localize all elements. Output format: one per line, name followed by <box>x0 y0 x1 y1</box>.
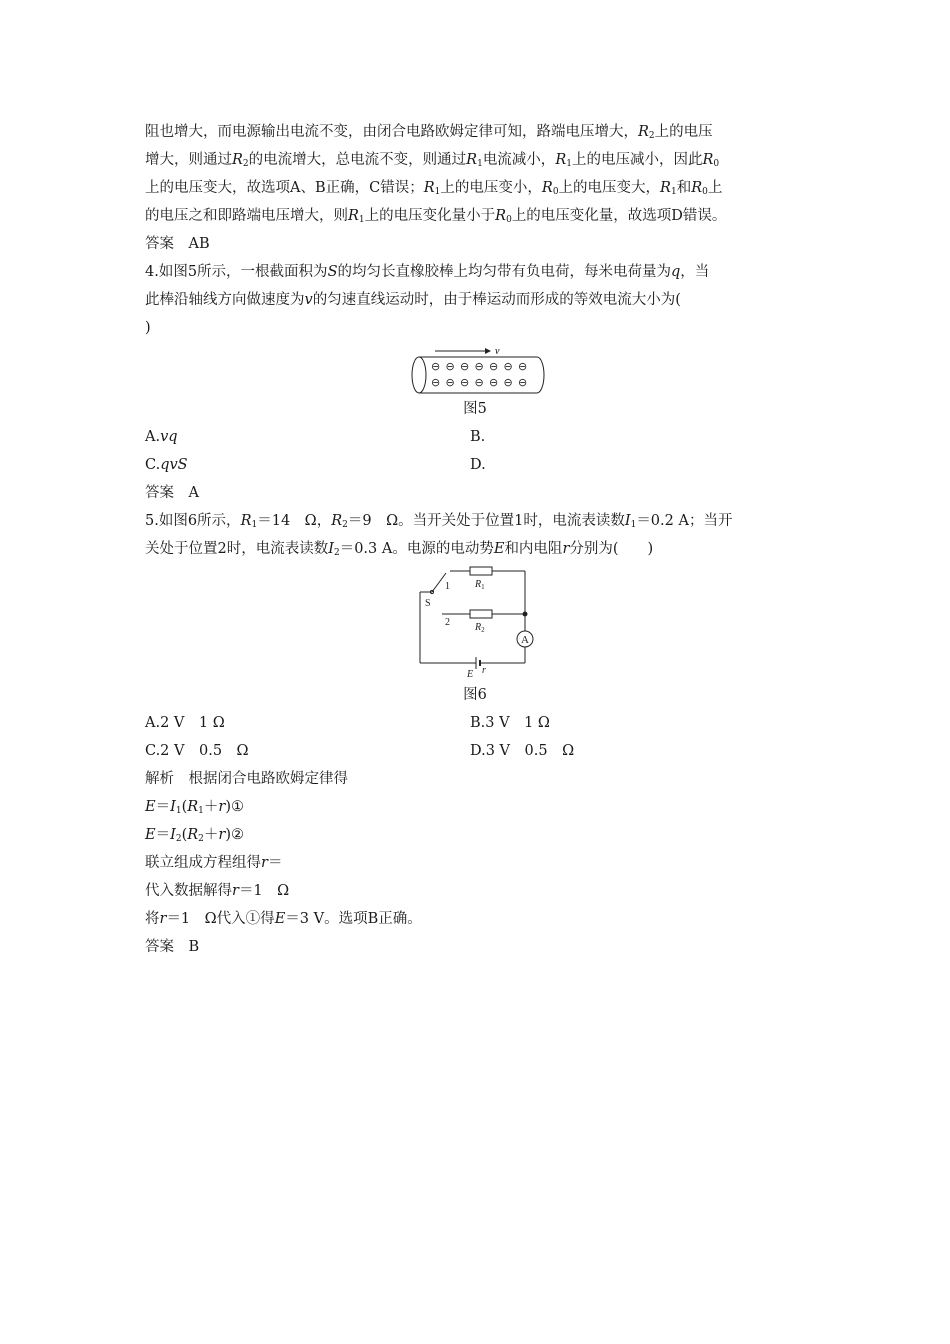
q5-line1: 5.如图6所示，$R_1=14$ Ω，$R_2=9$ Ω。当开关处于位置1时，电流表读数$I_1=0.2$ A；当开 <box>145 513 733 530</box>
negative-charge: ⊖ <box>518 360 528 373</box>
para1-line3: 上的电压变大，故选项A、B正确，C错误；$R_1$上的电压变小，$R_0$上的电压变大，$R_1$和$R_0$上 <box>145 180 723 197</box>
figure-5-caption: 图5 <box>463 401 487 417</box>
para1-line2: 增大，则通过$R_2$的电流增大，总电流不变，则通过$R_1$电流减小，$R_1$上的电压减小，因此$R_0$ <box>145 152 720 169</box>
q4-line2: 此棒沿轴线方向做速度为v的匀速直线运动时，由于棒运动而形成的等效电流大小为( <box>145 292 681 308</box>
switch-label: S <box>425 598 431 609</box>
para1-line1: 阻也增大，而电源输出电流不变，由闭合电路欧姆定律可知，路端电压增大，$R_2$上的电压 <box>145 124 713 141</box>
negative-charge: ⊖ <box>431 376 441 389</box>
figure-5-rod <box>405 342 550 394</box>
negative-charge: ⊖ <box>489 360 499 373</box>
q5-answer: 答案 B <box>145 939 200 955</box>
negative-charge: ⊖ <box>460 376 470 389</box>
resistor-r1 <box>470 567 492 575</box>
switch-pos-2: 2 <box>445 617 450 628</box>
q4-answer: 答案 A <box>145 485 199 501</box>
q5-option-c: C.2 V 0.5 Ω <box>145 743 249 759</box>
q4-line1: 4.如图5所示，一根截面积为S的均匀长直橡胶棒上均匀带有负电荷，每米电荷量为q，当 <box>145 264 710 280</box>
para1-answer: 答案 AB <box>145 236 210 252</box>
resistor-r2 <box>470 610 492 618</box>
q4-option-a: A.vq <box>145 429 178 445</box>
figure-6-caption: 图6 <box>463 687 487 703</box>
q4-option-b: B. <box>470 429 486 445</box>
arrow-head <box>485 348 491 354</box>
q5-equation-1: $E=I_1(R_1+r)①$ <box>145 799 244 816</box>
q4-option-c: C.qvS <box>145 457 188 473</box>
q5-equation-2: $E=I_2(R_2+r)②$ <box>145 827 244 844</box>
negative-charge: ⊖ <box>489 376 499 389</box>
q5-solve-3: 将r＝1 Ω代入①得E＝3 V。选项B正确。 <box>145 911 422 927</box>
q5-solve-1: 联立组成方程组得r＝ <box>145 855 283 871</box>
velocity-label: v <box>495 346 500 357</box>
negative-charge: ⊖ <box>503 376 513 389</box>
q5-option-d: D.3 V 0.5 Ω <box>470 743 575 759</box>
q5-solve-2: 代入数据解得r＝1 Ω <box>145 883 290 899</box>
negative-charge: ⊖ <box>431 360 441 373</box>
negative-charge: ⊖ <box>503 360 513 373</box>
emf-label: E <box>467 669 474 680</box>
q5-line2: 关处于位置2时，电流表读数$I_2=0.3$ A。电源的电动势E和内电阻r分别为( ) <box>145 541 654 558</box>
internal-r-label: r <box>482 665 486 676</box>
q5-analysis: 解析 根据闭合电路欧姆定律得 <box>145 771 348 787</box>
negative-charge: ⊖ <box>445 376 455 389</box>
q5-option-a: A.2 V 1 Ω <box>145 715 225 731</box>
switch-arm <box>432 573 446 592</box>
rod-end <box>412 357 426 393</box>
q5-option-b: B.3 V 1 Ω <box>470 715 550 731</box>
negative-charge: ⊖ <box>474 360 484 373</box>
q4-line3: ) <box>145 320 151 336</box>
q4-option-d: D. <box>470 457 486 473</box>
r1-label: $R_1$ <box>475 579 485 591</box>
ammeter-label: A <box>521 634 529 646</box>
figure-6-circuit <box>412 565 542 680</box>
negative-charge: ⊖ <box>474 376 484 389</box>
negative-charge: ⊖ <box>445 360 455 373</box>
switch-pos-1: 1 <box>445 581 450 592</box>
negative-charge: ⊖ <box>460 360 470 373</box>
para1-line4: 的电压之和即路端电压增大，则$R_1$上的电压变化量小于$R_0$上的电压变化量，故选项D错误。 <box>145 208 727 225</box>
r2-label: $R_2$ <box>475 622 485 634</box>
negative-charge: ⊖ <box>518 376 528 389</box>
